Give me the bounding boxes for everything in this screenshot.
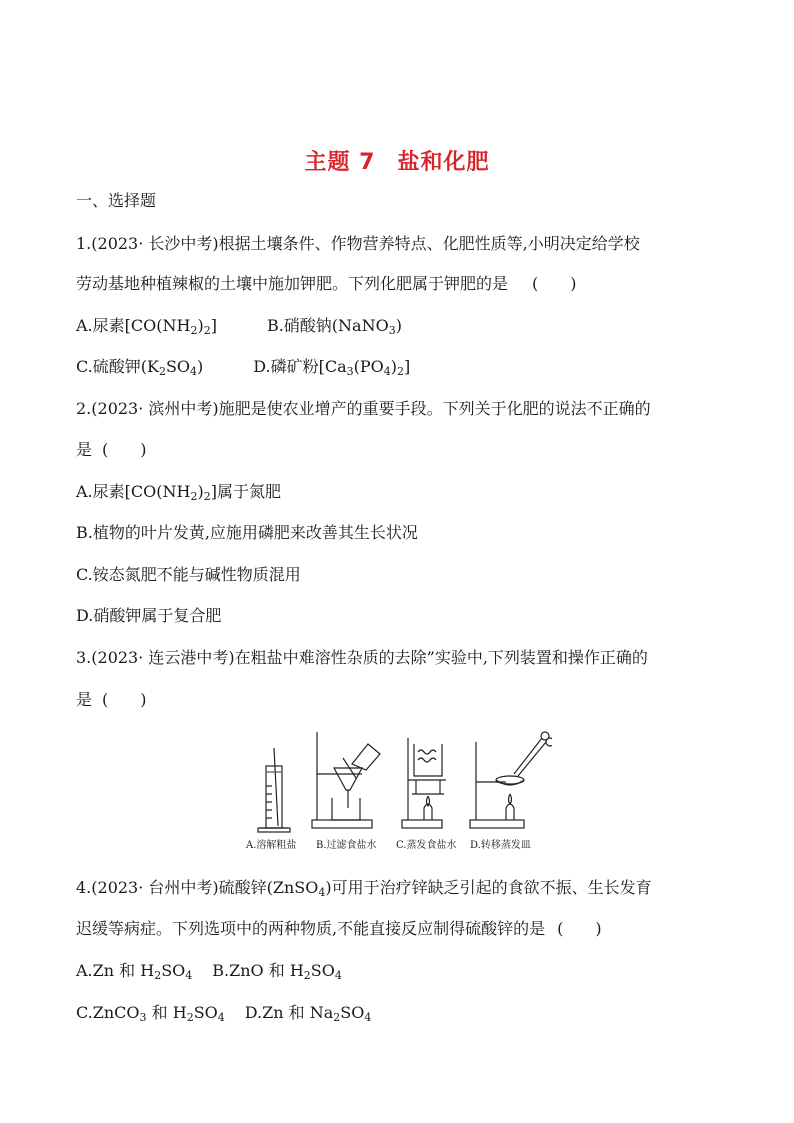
apparatus-c-evaporation xyxy=(402,738,446,828)
q4-option-c: C.ZnCO$_3$ 和 $H_2SO_4$ xyxy=(76,1003,225,1024)
caption-b: B.过滤食盐水 xyxy=(316,840,377,851)
caption-a: A.溶解粗盐 xyxy=(246,840,297,851)
title-sub: 盐和化肥 xyxy=(397,150,490,175)
q4-stem-text: 迟缓等病症。下列选项中的两种物质,不能直接反应制得硫酸锌的是 xyxy=(76,919,546,938)
q4-answer-bracket: ( ) xyxy=(557,919,602,938)
q1-answer-bracket: ( ) xyxy=(532,274,577,293)
q2-stem-line1: 2.(2023· 滨州中考)施肥是使农业增产的重要手段。下列关于化肥的说法不正确的 xyxy=(76,399,651,418)
q3-stem-line2 xyxy=(76,689,147,711)
q4-option-b: B.ZnO 和 $H_2SO_4$ xyxy=(212,961,342,982)
apparatus-b-filtration xyxy=(312,732,380,828)
q1-options-row1 xyxy=(76,315,402,337)
apparatus-a-cylinder xyxy=(258,748,290,832)
q2-option-c: C.铵态氮肥不能与碱性物质混用 xyxy=(76,565,301,584)
caption-c: C.蒸发食盐水 xyxy=(396,840,457,851)
q1-option-b: B.硝酸钠(NaNO$_3$) xyxy=(266,316,402,337)
q1-option-d: D.磷矿粉$[Ca_3(PO_4)_2]$ xyxy=(253,357,411,378)
q2-option-d: D.硝酸钾属于复合肥 xyxy=(76,606,222,625)
q4-options-row2 xyxy=(76,1002,371,1024)
page-title xyxy=(0,145,794,176)
q4-option-a: A.Zn 和 $H_2SO_4$ xyxy=(76,961,193,982)
apparatus-drawings xyxy=(244,728,552,850)
q3-stem-text: 是 xyxy=(76,690,93,709)
q3-answer-bracket: ( ) xyxy=(102,690,147,709)
q4-stem-line1: 4.(2023· 台州中考)硫酸锌(ZnSO$_4$)可用于治疗锌缺乏引起的食欲不振、生长发育 xyxy=(76,878,652,899)
q2-stem-text: 是 xyxy=(76,440,93,459)
q4-stem-line2 xyxy=(76,918,602,940)
q4-options-row1 xyxy=(76,960,342,982)
caption-d: D.转移蒸发皿 xyxy=(470,840,531,851)
title-main: 主题 7 xyxy=(304,150,376,175)
q1-stem-line1: 1.(2023· 长沙中考)根据土壤条件、作物营养特点、化肥性质等,小明决定给学校 xyxy=(76,234,640,253)
q1-options-row2 xyxy=(76,356,410,378)
q4-option-d: D.Zn 和 $Na_2SO_4$ xyxy=(244,1003,372,1024)
q2-stem-line2 xyxy=(76,439,147,461)
q1-stem-line2 xyxy=(76,273,577,295)
q2-option-b: B.植物的叶片发黄,应施用磷肥来改善其生长状况 xyxy=(76,523,418,542)
q1-stem-text: 劳动基地种植辣椒的土壤中施加钾肥。下列化肥属于钾肥的是 xyxy=(76,274,509,293)
q3-stem-line1: 3.(2023· 连云港中考)在粗盐中难溶性杂质的去除”实验中,下列装置和操作正确的 xyxy=(76,648,648,667)
q2-answer-bracket: ( ) xyxy=(102,440,147,459)
section-heading: 一、选择题 xyxy=(76,191,157,210)
q1-option-c: C.硫酸钾$(K_2SO_4)$ xyxy=(76,357,204,378)
apparatus-d-transfer xyxy=(470,732,552,828)
q3-apparatus-figure xyxy=(244,728,552,850)
q1-option-a: A.尿素$[CO(NH_2)_2]$ xyxy=(76,316,217,337)
q2-option-a: A.尿素$[CO(NH_2)_2]$属于氮肥 xyxy=(76,482,281,503)
